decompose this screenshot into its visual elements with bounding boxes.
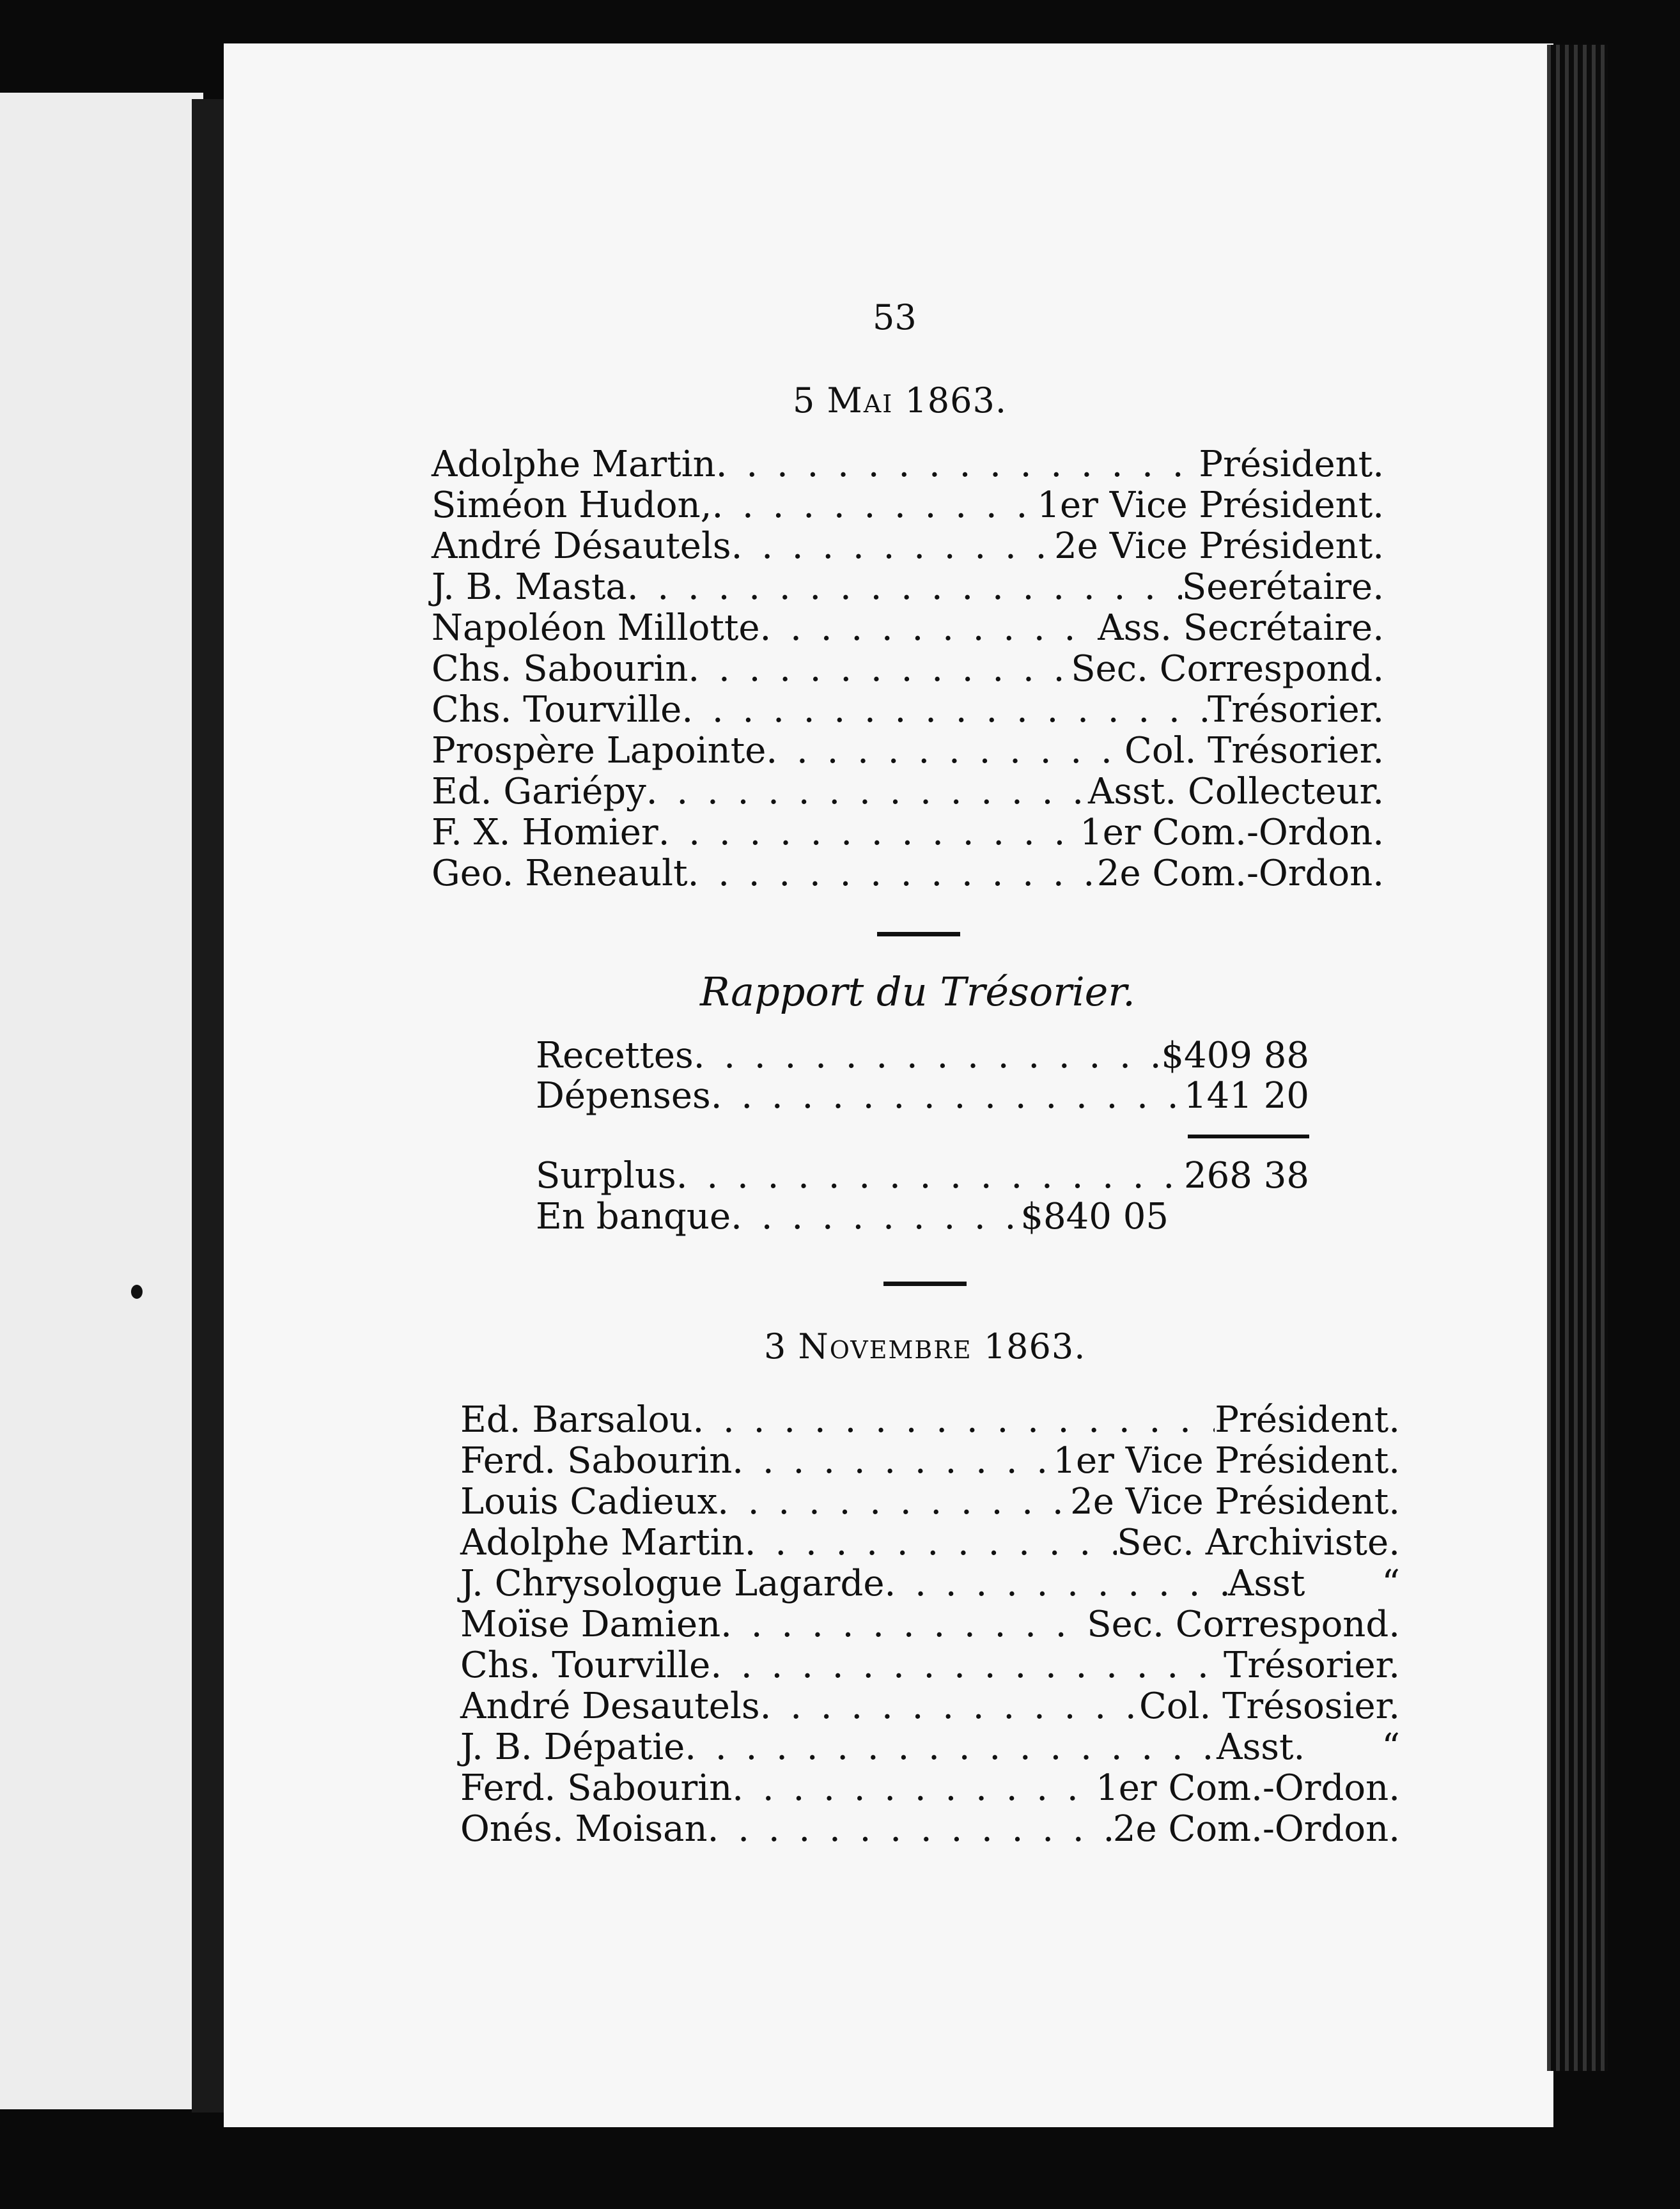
date-month: Mai <box>827 380 894 421</box>
officer-row <box>460 1768 1400 1809</box>
officer-title-text: Asst <box>1227 1563 1305 1604</box>
dot-leader <box>676 1156 1184 1197</box>
officer-title-text: Col. Trésorier. <box>1124 730 1384 771</box>
dot-leader <box>694 1035 1162 1076</box>
officer-row <box>432 567 1384 608</box>
dot-leader <box>692 1400 1215 1441</box>
dot-leader <box>720 1604 1087 1645</box>
officer-name: Ed. Gariépy <box>432 771 646 812</box>
dot-leader <box>716 444 1199 485</box>
meeting-date-heading <box>793 380 1007 421</box>
ditto-mark: “ <box>1381 1563 1400 1604</box>
treasurer-report-title: Rapport du Trésorier. <box>700 968 1135 1015</box>
officer-title-text: Trésorier. <box>1208 689 1384 731</box>
section-divider <box>883 1282 967 1286</box>
officer-title <box>1071 649 1384 690</box>
dot-leader <box>712 485 1037 526</box>
officer-name: Ferd. Sabourin <box>460 1767 733 1809</box>
officer-name: André Desautels <box>460 1686 760 1727</box>
officer-name: Geo. Reneault <box>432 853 688 894</box>
officer-title <box>1097 853 1384 894</box>
officer-title <box>1098 608 1384 649</box>
officer-row <box>432 485 1384 526</box>
dot-leader <box>658 812 1080 853</box>
officer-title-text: 1er Vice Président. <box>1053 1440 1400 1482</box>
officer-title-text: Asst. <box>1217 1726 1305 1768</box>
officer-title-text: Asst. Collecteur. <box>1087 771 1384 812</box>
date-month: Novembre <box>798 1326 972 1367</box>
officer-title-text: 1er Vice Président. <box>1037 484 1384 526</box>
officer-name: Siméon Hudon, <box>432 484 712 526</box>
date-year: 1863. <box>983 1326 1086 1367</box>
officer-title <box>1054 526 1384 567</box>
officer-row <box>432 771 1384 812</box>
officer-name: Onés. Moisan <box>460 1808 708 1850</box>
dot-leader <box>688 853 1097 894</box>
dot-leader <box>732 1441 1053 1482</box>
officer-title-text: Président. <box>1215 1399 1400 1441</box>
officer-title <box>1208 690 1384 731</box>
officer-title <box>1217 1727 1400 1768</box>
officer-row <box>432 690 1384 731</box>
officer-title-text: Col. Trésosier. <box>1139 1686 1400 1727</box>
officer-title-text: Seerétaire. <box>1181 566 1384 608</box>
dot-leader <box>745 1523 1117 1563</box>
officer-title-text: Sec. Correspond. <box>1087 1604 1400 1645</box>
officer-title-text: 2e Com.-Ordon. <box>1096 853 1384 894</box>
officer-title <box>1088 771 1384 812</box>
report-line <box>536 1035 1309 1076</box>
officer-title-text: 2e Vice Président. <box>1054 525 1384 567</box>
officer-title <box>1215 1400 1400 1441</box>
officer-title-text: 1er Com.-Ordon. <box>1080 812 1384 853</box>
officer-row <box>460 1563 1400 1604</box>
date-day: 5 <box>793 380 816 421</box>
report-label: Dépenses <box>536 1075 711 1117</box>
officer-name: Napoléon Millotte <box>432 607 760 649</box>
dot-leader <box>646 771 1088 812</box>
officer-name: J. B. Dépatie <box>460 1726 685 1768</box>
officer-title <box>1080 812 1384 853</box>
dot-leader <box>711 1076 1184 1117</box>
officer-row <box>460 1400 1400 1441</box>
officer-row <box>432 812 1384 853</box>
officer-title-text: Trésorier. <box>1224 1645 1400 1686</box>
officer-title <box>1053 1441 1400 1482</box>
officer-row <box>460 1523 1400 1563</box>
report-line <box>536 1076 1309 1117</box>
officer-title-text: 2e Vice Président. <box>1070 1481 1400 1523</box>
officer-title-text: 1er Com.-Ordon. <box>1096 1767 1400 1809</box>
dot-leader <box>627 567 1182 608</box>
officer-name: Adolphe Martin <box>460 1522 745 1563</box>
officer-name: Louis Cadieux <box>460 1481 718 1523</box>
dot-leader <box>732 1768 1096 1809</box>
dot-leader <box>885 1563 1228 1604</box>
officer-row <box>460 1645 1400 1686</box>
officer-name: Chs. Sabourin <box>432 648 688 690</box>
dot-leader <box>760 1686 1139 1727</box>
officer-title <box>1199 444 1384 485</box>
report-label: Surplus <box>536 1155 676 1197</box>
officer-row <box>432 649 1384 690</box>
officer-title <box>1224 1645 1400 1686</box>
officer-title <box>1117 1523 1400 1563</box>
officer-title <box>1124 731 1384 771</box>
officer-row <box>432 608 1384 649</box>
officer-row <box>460 1441 1400 1482</box>
officer-title-text: Sec. Correspond. <box>1071 648 1384 690</box>
officer-title-text: Ass. Secrétaire. <box>1098 607 1384 649</box>
officer-name: Chs. Tourville <box>432 689 682 731</box>
officer-title-text: 2e Com.-Ordon. <box>1112 1808 1400 1850</box>
dot-leader <box>708 1809 1113 1850</box>
date-day: 3 <box>764 1326 787 1367</box>
report-amount: $409 88 <box>1161 1035 1309 1076</box>
report-line <box>536 1156 1309 1197</box>
dot-leader <box>710 1645 1224 1686</box>
officer-name: Prospère Lapointe <box>432 730 766 771</box>
dot-leader <box>685 1727 1217 1768</box>
officer-title <box>1182 567 1384 608</box>
dot-leader <box>766 731 1124 771</box>
officer-title-text: Président. <box>1199 444 1384 485</box>
dot-leader <box>731 1197 1020 1237</box>
officer-title <box>1070 1482 1400 1523</box>
officer-name: J. Chrysologue Lagarde <box>460 1563 885 1604</box>
section-divider <box>877 932 960 936</box>
dot-leader <box>760 608 1098 649</box>
page-number: 53 <box>873 297 917 337</box>
officer-title <box>1228 1563 1400 1604</box>
report-amount: 268 38 <box>1184 1155 1309 1197</box>
officer-title <box>1087 1604 1400 1645</box>
dot-leader <box>681 690 1208 731</box>
officer-row <box>460 1727 1400 1768</box>
officer-row <box>432 853 1384 894</box>
officer-title <box>1113 1809 1400 1850</box>
officer-row <box>432 444 1384 485</box>
sum-rule <box>1188 1135 1309 1138</box>
officer-name: Chs. Tourville <box>460 1645 711 1686</box>
ditto-mark: “ <box>1381 1726 1400 1768</box>
report-amount: 141 20 <box>1184 1075 1309 1117</box>
officer-row <box>432 526 1384 567</box>
officer-row <box>460 1809 1400 1850</box>
report-label: En banque <box>536 1196 731 1237</box>
date-year: 1863. <box>905 380 1007 421</box>
dot-leader <box>717 1482 1070 1523</box>
report-label: Recettes <box>536 1035 694 1076</box>
officer-name: Ed. Barsalou <box>460 1399 693 1441</box>
report-line <box>536 1197 1169 1237</box>
officer-row <box>460 1604 1400 1645</box>
dot-leader <box>688 649 1071 690</box>
officer-title <box>1139 1686 1400 1727</box>
officer-name: Ferd. Sabourin <box>460 1440 733 1482</box>
officer-name: Moïse Damien <box>460 1604 721 1645</box>
left-page-edge <box>0 93 203 2109</box>
ink-speck <box>131 1285 143 1299</box>
officer-title <box>1096 1768 1400 1809</box>
page-edges <box>1547 45 1608 2071</box>
officer-name: Adolphe Martin <box>432 444 716 485</box>
officer-row <box>460 1482 1400 1523</box>
meeting-date-heading <box>764 1326 1085 1367</box>
officer-title <box>1037 485 1384 526</box>
report-amount: $840 05 <box>1020 1196 1169 1237</box>
officer-name: André Désautels <box>432 525 731 567</box>
officer-name: J. B. Masta <box>432 566 627 608</box>
officer-name: F. X. Homier <box>432 812 658 853</box>
officer-row <box>432 731 1384 771</box>
dot-leader <box>731 526 1055 567</box>
officer-row <box>460 1686 1400 1727</box>
officer-title-text: Sec. Archiviste. <box>1117 1522 1400 1563</box>
